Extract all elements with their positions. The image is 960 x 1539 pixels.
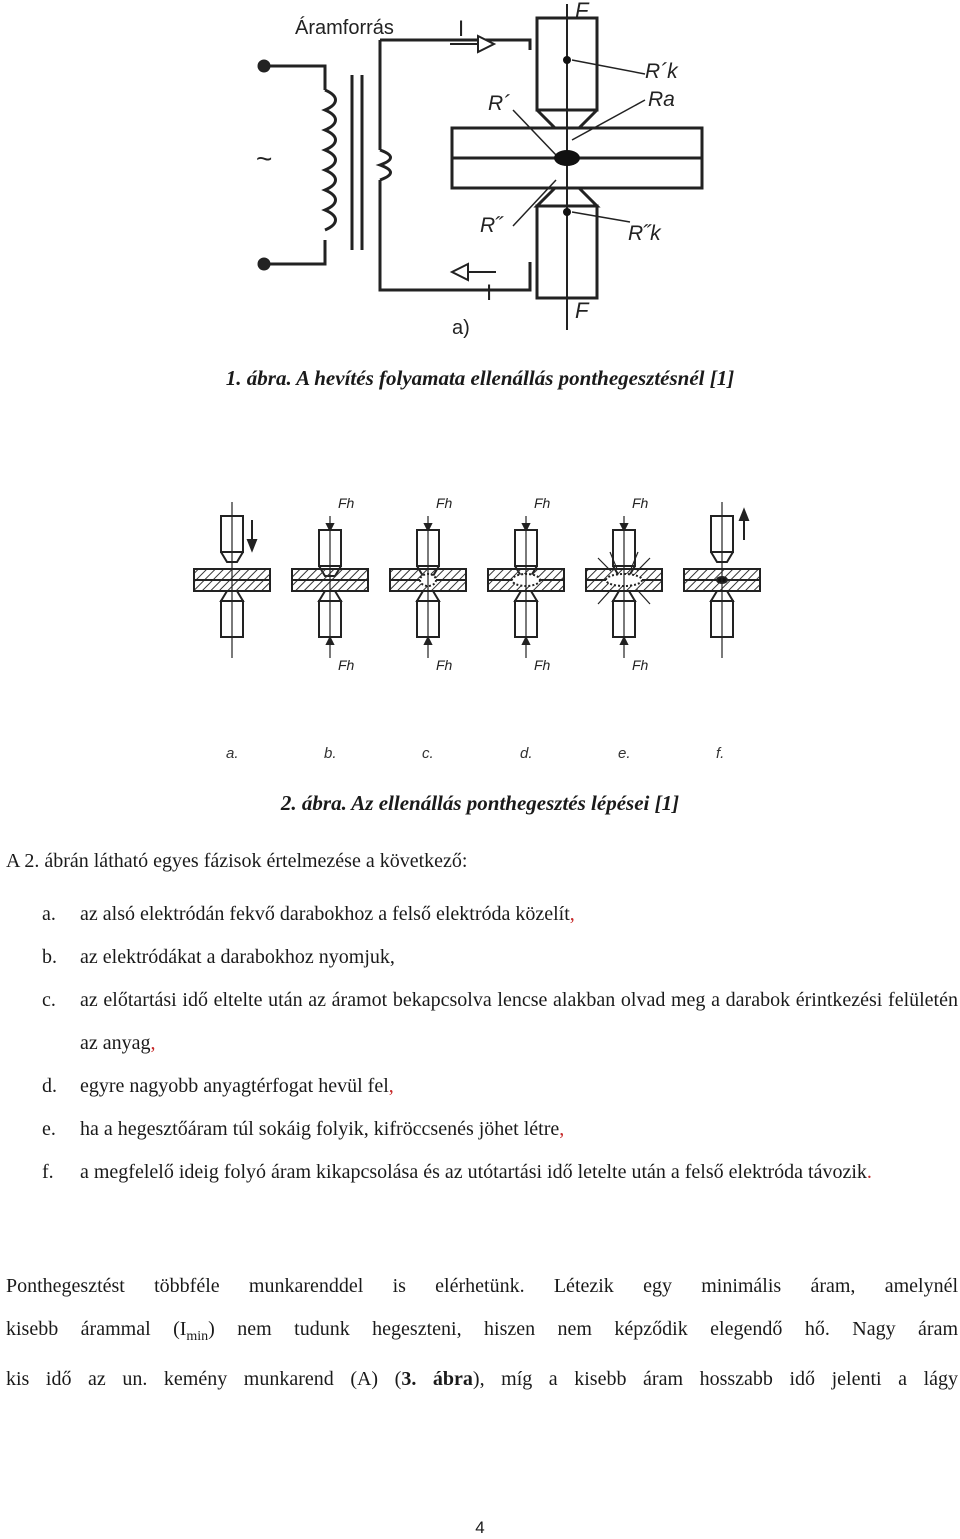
weld-step-2 [292,495,368,673]
list-item: f. a megfelelő ideig folyó áram kikapcsolása és az utótartási idő letelte után a felső elektróda távozik. [42,1161,872,1183]
step-label: f. [716,745,725,762]
r-prime-label: R´ [488,92,511,115]
current-label-top: I [458,16,465,41]
r-double-prime-label: R˝ [480,214,503,237]
subfigure-label: a) [452,317,470,339]
weld-step-5 [586,495,662,673]
figure-1-diagram [230,0,730,352]
force-label: Fh [436,657,453,673]
force-label: Fh [338,495,355,511]
current-label-bottom: I [486,280,493,305]
list-item: a. az alsó elektródán fekvő darabokhoz a felső elektróda közelít, [42,903,575,925]
page-number: 4 [475,1518,485,1537]
list-item: c. az előtartási idő eltelte után az áramot bekapcsolva lencse alakban olvad meg a darabok érintkezési felületén az anyag, [42,989,958,1054]
rk-double-prime-label: R˝k [628,222,661,245]
force-label: Fh [632,657,649,673]
force-label: Fh [338,657,355,673]
list-item: d. egyre nagyobb anyagtérfogat hevül fel, [42,1075,394,1097]
force-label: Fh [632,495,649,511]
list-item: b. az elektródákat a darabokhoz nyomjuk, [42,946,395,968]
weld-step-1 [194,502,270,658]
intro-text: A 2. ábrán látható egyes fázisok értelmezése a következő: [6,850,468,872]
figure-2-diagram [170,478,800,773]
weld-step-4 [488,495,564,673]
rk-prime-label: R´k [645,60,678,83]
power-source-label: Áramforrás [295,17,394,39]
step-label: c. [422,745,434,762]
force-label-top: F [575,0,589,23]
step-list [6,893,958,1194]
figure-1-caption: 1. ábra. A hevítés folyamata ellenállás ponthegesztésnél [1] [225,366,735,390]
step-label: b. [324,745,337,762]
force-label: Fh [534,657,551,673]
force-label: Fh [436,495,453,511]
step-label: e. [618,745,631,762]
weld-nugget [554,150,580,166]
figure-2-caption: 2. ábra. Az ellenállás ponthegesztés lépései [1] [280,791,680,815]
force-label: Fh [534,495,551,511]
ac-symbol: ~ [256,143,273,174]
force-label-bottom: F [575,298,589,323]
ra-label: Ra [648,88,675,111]
weld-step-6 [684,502,760,658]
weld-step-3 [390,495,466,673]
body-paragraph: Ponthegesztést többféle munkarenddel is elérhetünk. Létezik egy minimális áram, amelynél kisebb árammal $(I_{min})$ nem tudunk hegeszteni, hiszen nem képződik elegendő hő. Nagy áram kis idő az un. kemény munkarend (A) (3. ábra), míg a kisebb áram hosszabb idő jelenti a lágy [6,1275,959,1390]
list-item: e. ha a hegesztőáram túl sokáig folyik, kifröccsenés jöhet létre, [42,1118,565,1140]
step-label: a. [226,745,239,762]
step-label: d. [520,745,533,762]
